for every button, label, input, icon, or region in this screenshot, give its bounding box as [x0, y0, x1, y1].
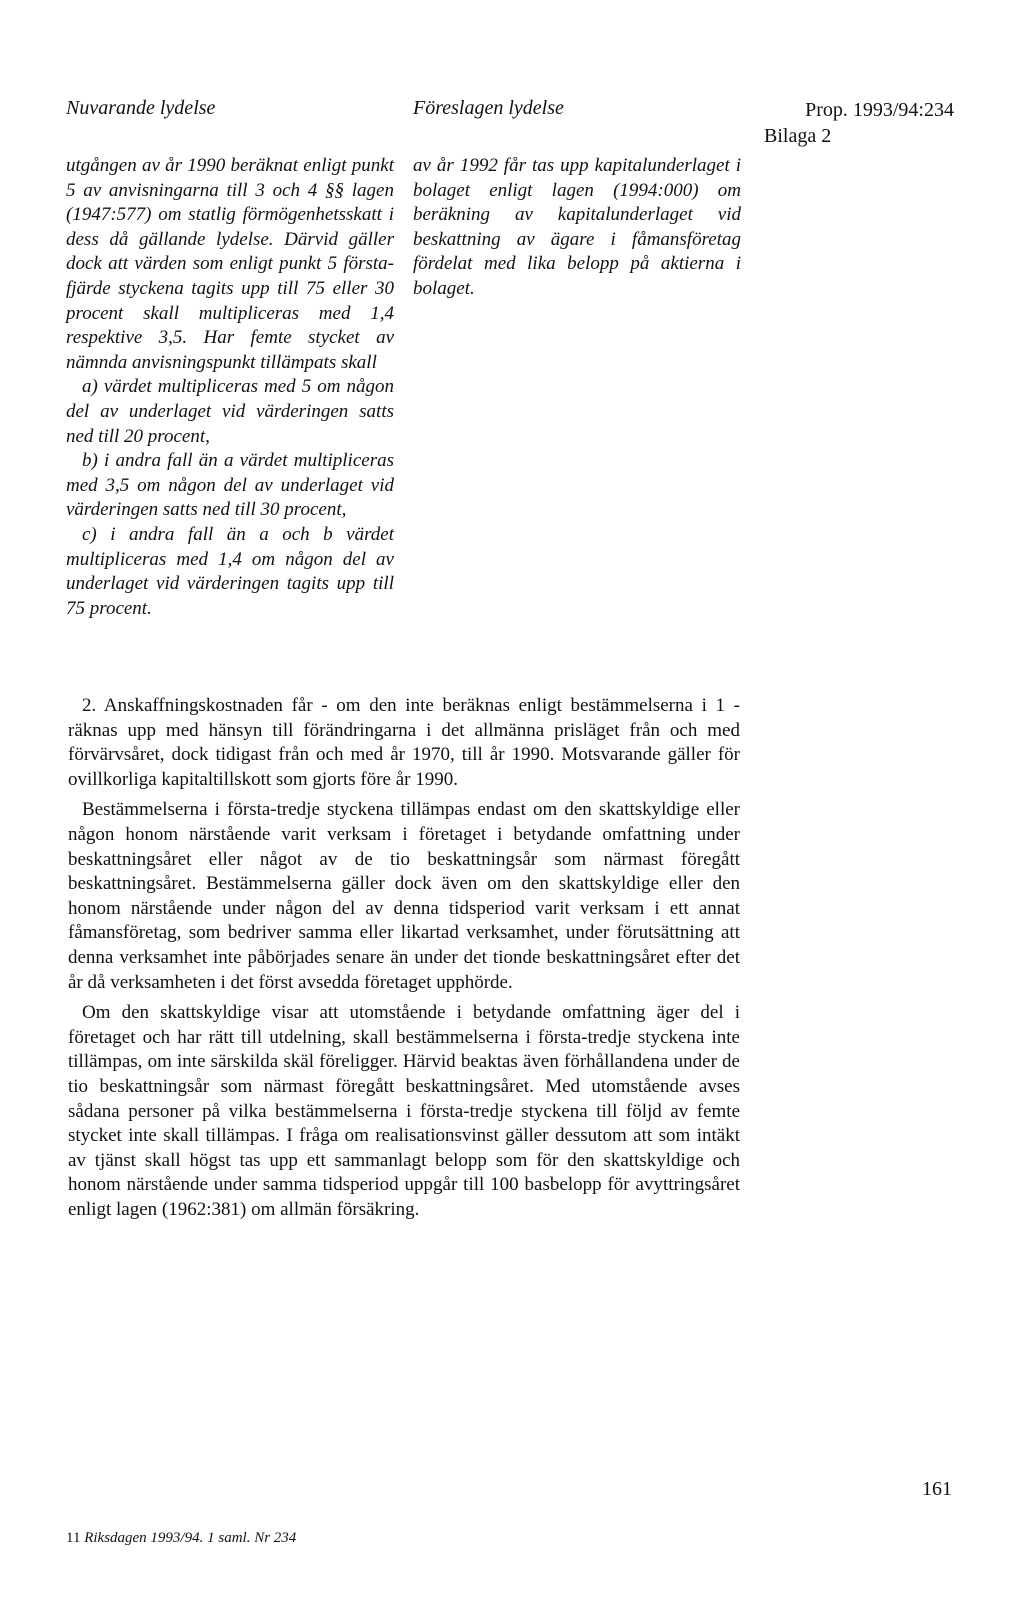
right-column-para: av år 1992 får tas upp kapitalunderlaget i bolaget enligt lagen (1994:000) om beräkning av kapitalunderlaget vid beskattning av ägare i fåmansföretag fördelat med lika belopp på aktierna i bolaget. [413, 155, 741, 299]
page-number: 161 [922, 1478, 952, 1500]
left-column-para: utgången av år 1990 beräknat enligt punkt 5 av anvisningarna till 3 och 4 §§ lagen (1947:577) om statlig förmögenhetsskatt i dess då gällande lydelse. Därvid gäller dock att värden som enligt punkt 5 första-fjärde styckena tagits upp till 75 eller 30 procent skall multipliceras med 1,4 respektive 3,5. Har femte stycket av nämnda anvisningspunkt tillämpats skall [66, 155, 394, 373]
bilaga-label: Bilaga 2 [764, 125, 832, 147]
left-column-item-c: c) i andra fall än a och b värdet multipliceras med 1,4 om någon del av underlaget vid värderingen tagits upp till 75 procent. [66, 523, 394, 619]
body-paragraph-2: 2. Anskaffningskostnaden får - om den inte beräknas enligt bestämmelserna i 1 - räknas upp med hänsyn till förändringarna i det allmänna prisläget från och med förvärvsåret, dock tidigast från och med år 1970, till år 1990. Motsvarande gäller för ovillkorliga kapitaltillskott som gjorts före år 1990. [68, 695, 740, 790]
body-paragraph-conditions: Bestämmelserna i första-tredje styckena tillämpas endast om den skattskyldige eller någon honom närstående varit verksam i företaget i betydande omfattning under beskattningsåret eller något av de tio beskattningsår som närmast föregått beskattningsåret. Bestämmelserna gäller dock även om den skattskyldige eller den honom närstående under någon del av denna tidsperiod varit verksam i ett annat fåmansföretag, som bedriver samma eller likartad verksamhet, under förutsättning att denna verksamhet inte påbörjades senare än under det tionde beskattningsåret efter det år då verksamheten i det först avsedda företaget upphörde. [68, 799, 740, 993]
right-column [413, 154, 741, 302]
left-column-item-b: b) i andra fall än a värdet multipliceras med 3,5 om någon del av underlaget vid värderingen satts ned till 30 procent, [66, 450, 394, 521]
prop-number: Prop. 1993/94:234 [805, 99, 954, 121]
footer-prefix: 11 [66, 1530, 81, 1546]
header-prop-ref [762, 97, 954, 149]
header-current-wording: Nuvarande lydelse [66, 97, 216, 119]
body-paragraph-outsiders: Om den skattskyldige visar att utomstående i betydande omfattning äger del i företaget och har rätt till utdelning, skall bestämmelserna i första-tredje styckena inte tillämpas, om inte särskilda skäl föreligger. Härvid beaktas även förhållandena under de tio beskattningsår som närmast föregått beskattningsåret. Med utomstående avses sådana personer på vilka bestämmelserna i första-tredje styckena till följd av femte stycket inte skall tillämpas. I fråga om realisationsvinst gäller dessutom att som intäkt av tjänst skall högst tas upp ett sammanlagt belopp som för den skattskyldige och honom närstående under samma tidsperiod uppgår till 100 basbelopp för avyttringsåret enligt lagen (1962:381) om allmän försäkring. [68, 1002, 740, 1220]
body-text [68, 694, 740, 1222]
footer [66, 1530, 296, 1547]
left-column-item-a: a) värdet multipliceras med 5 om någon del av underlaget vid värderingen satts ned till 20 procent, [66, 376, 394, 447]
header-proposed-wording: Föreslagen lydelse [413, 97, 564, 119]
left-column [66, 154, 394, 621]
footer-source: Riksdagen 1993/94. 1 saml. Nr 234 [84, 1530, 297, 1546]
